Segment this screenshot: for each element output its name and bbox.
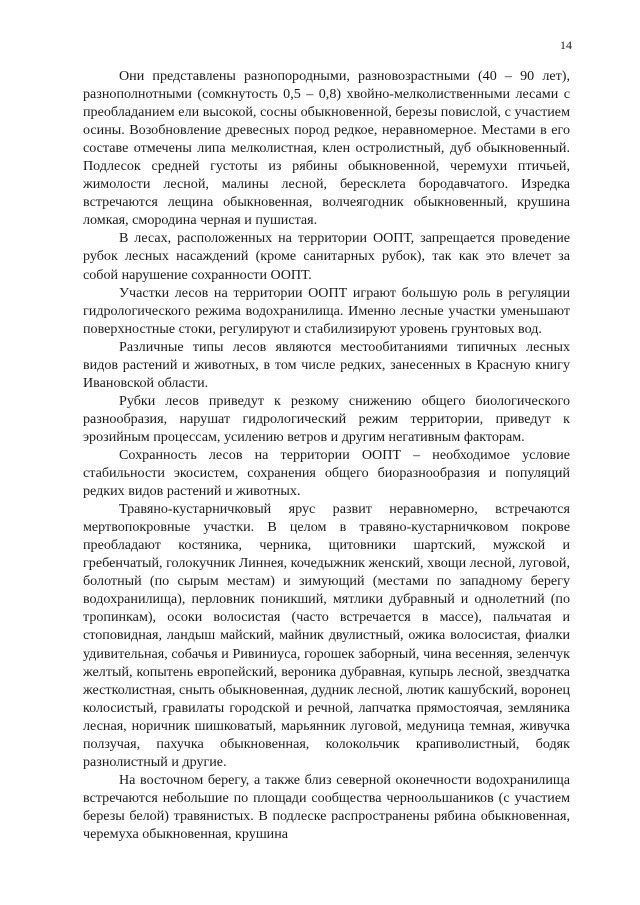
paragraph-forest-preservation: Сохранность лесов на территории ООПТ – необходимое условие стабильности экосистем, сохранения общего биоразнообразия и популяций редких видов растений и животных. bbox=[83, 446, 570, 500]
paragraph-herb-layer: Травяно-кустарничковый ярус развит неравномерно, встречаются мертвопокровные участки. В целом в травяно-кустарничковом покрове преобладают костяника, черника, щитовники шартский, мужской и гребенчатый, голокучник Линнея, кочедыжник женский, хвощи лесной, луговой, болотный (по сырым местам) и зимующий (местами по западному берегу водохранилища), перловник поникший, мятлики дубравный и однолетний (по тропинкам), осоки волосистая (часто встречается в массе), пальчатая и стоповидная, ландыш майский, майник двулистный, ожика волосистая, фиалки удивительная, собачья и Ривиниуса, горошек заборный, чина весенняя, зеленчук желтый, копытень европейский, вероника дубравная, купырь лесной, звездчатка жестколистная, сныть обыкновенная, дудник лесной, лютик кашубский, воронец колосистый, гравилаты городской и речной, лапчатка прямостоячая, земляника лесная, норичник шишковатый, марьянник луговой, медуница темная, живучка ползучая, пахучка обыкновенная, колокольчик крапиволистный, бодяк разнолистный и другие. bbox=[83, 501, 570, 770]
page-number: 14 bbox=[560, 38, 572, 52]
paragraph-logging-ban: В лесах, расположенных на территории ООПТ, запрещается проведение рубок лесных насаждений (кроме санитарных рубок), так как это влечет за собой нарушение сохранности ООПТ. bbox=[83, 230, 570, 283]
paragraph-hydrology-role: Участки лесов на территории ООПТ играют большую роль в регуляции гидрологического режима водохранилища. Именно лесные участки уменьшают поверхностные стоки, регулируют и стабилизируют уровень грунтовых вод. bbox=[83, 284, 570, 337]
paragraph-alder-communities: На восточном берегу, а также близ северной оконечности водохранилища встречаются небольшие по площади сообщества черноольшаников (с участием березы белой) травянистых. В подлеске распространены рябина обыкновенная, черемуха обыкновенная, крушина bbox=[83, 771, 570, 842]
paragraph-habitats: Различные типы лесов являются местообитаниями типичных лесных видов растений и животных, в том числе редких, занесенных в Красную книгу Ивановской области. bbox=[83, 338, 570, 391]
paragraph-logging-consequences: Рубки лесов приведут к резкому снижению общего биологического разнообразия, нарушат гидрологический режим территории, приведут к эрозийным процессам, усилению ветров и другим негативным факторам. bbox=[83, 392, 570, 445]
paragraph-forest-composition: Они представлены разнопородными, разновозрастными (40 – 90 лет), разнополнотными (сомкнутость 0,5 – 0,8) хвойно-мелколиственными лесами с преобладанием ели высокой, сосны обыкновенной, березы повислой, с участием осины. Возобновление древесных пород редкое, неравномерное. Местами в его составе отмечены липа мелколистная, клен остролистный, дуб обыкновенный. Подлесок средней густоты из рябины обыкновенной, черемухи птичьей, жимолости лесной, малины лесной, бересклета бородавчатого. Изредка встречаются лещина обыкновенная, волчеягодник обыкновенный, крушина ломкая, смородина черная и пушистая. bbox=[83, 68, 570, 229]
body-text bbox=[83, 67, 570, 843]
